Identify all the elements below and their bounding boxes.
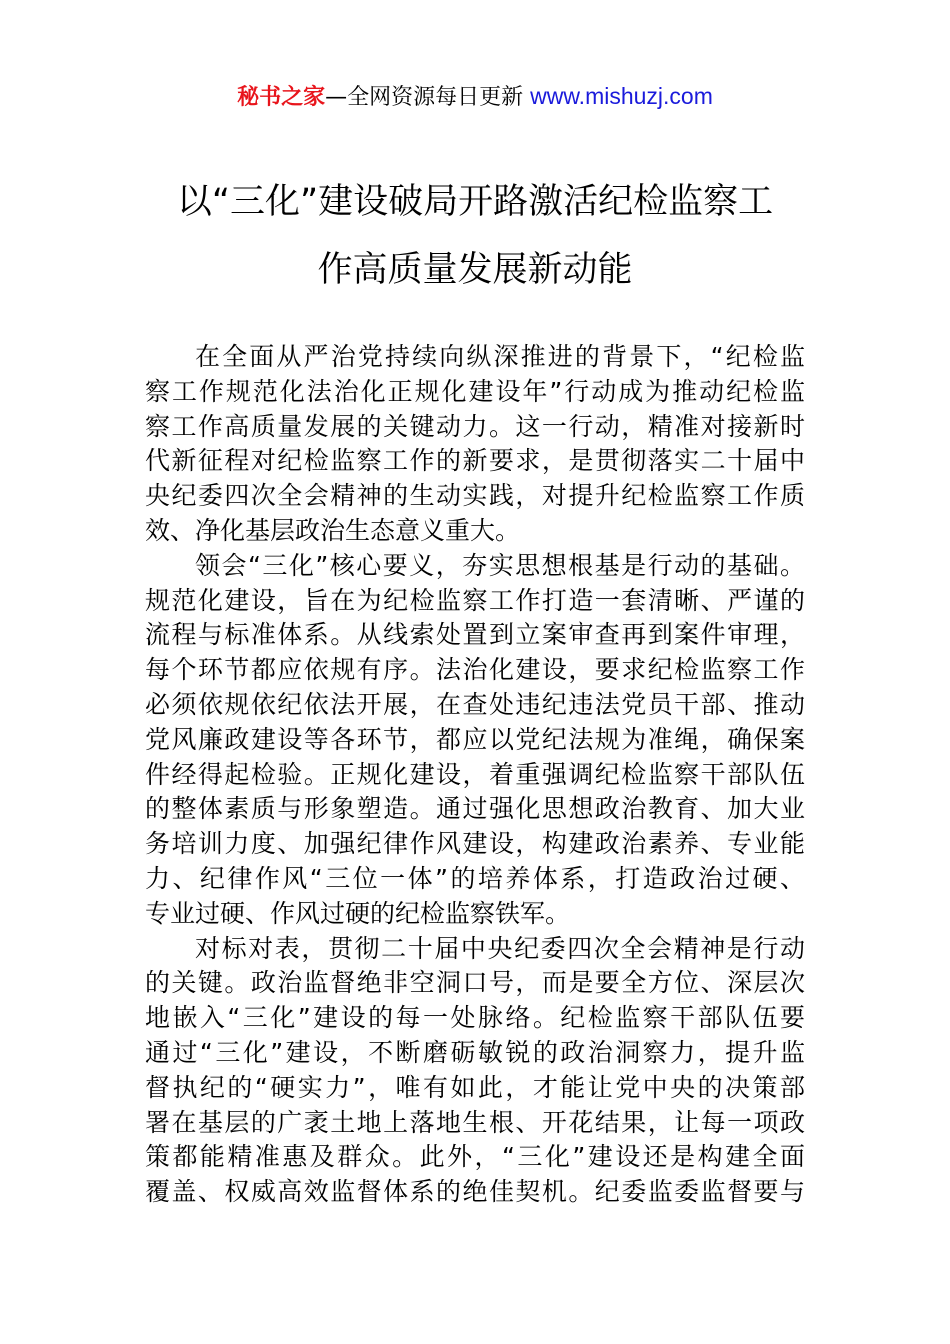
paragraph-line: 每个环节都应依规有序。法治化建设，要求纪检监察工作 bbox=[145, 655, 805, 685]
paragraph-line: 专业过硬、作风过硬的纪检监察铁军。 bbox=[145, 898, 571, 928]
paragraph-line: 流程与标准体系。从线索处置到立案审查再到案件审理， bbox=[145, 620, 805, 650]
paragraph bbox=[145, 932, 805, 1210]
paragraph-line: 的关键。政治监督绝非空洞口号，而是要全方位、深层次 bbox=[145, 968, 805, 998]
document-body bbox=[145, 340, 805, 1210]
paragraph-line: 地嵌入“三化”建设的每一处脉络。纪检监察干部队伍要 bbox=[145, 1003, 805, 1033]
site-url-link[interactable]: www.mishuzj.com bbox=[530, 83, 713, 109]
paragraph-line: 务培训力度、加强纪律作风建设，构建政治素养、专业能 bbox=[145, 829, 805, 859]
paragraph-line: 规范化建设，旨在为纪检监察工作打造一套清晰、严谨的 bbox=[145, 585, 805, 615]
paragraph-line: 央纪委四次全会精神的生动实践，对提升纪检监察工作质 bbox=[145, 481, 805, 511]
paragraph-line: 效、净化基层政治生态意义重大。 bbox=[145, 515, 521, 545]
document-title-line-2: 作高质量发展新动能 bbox=[317, 250, 633, 290]
document-title-line-1: 以“三化”建设破局开路激活纪检监察工 bbox=[176, 182, 774, 222]
paragraph bbox=[145, 340, 805, 549]
paragraph-line: 必须依规依纪依法开展，在查处违纪违法党员干部、推动 bbox=[145, 689, 805, 719]
paragraph-line: 力、纪律作风“三位一体”的培养体系，打造政治过硬、 bbox=[145, 863, 805, 893]
paragraph-line: 代新征程对纪检监察工作的新要求，是贯彻落实二十届中 bbox=[145, 446, 805, 476]
site-header bbox=[0, 80, 950, 114]
paragraph-line: 党风廉政建设等各环节，都应以党纪法规为准绳，确保案 bbox=[145, 724, 805, 754]
site-slogan: —全网资源每日更新 bbox=[325, 85, 531, 110]
paragraph-line: 领会“三化”核心要义，夯实思想根基是行动的基础。 bbox=[195, 550, 805, 580]
paragraph-line: 件经得起检验。正规化建设，着重强调纪检监察干部队伍 bbox=[145, 759, 805, 789]
paragraph-line: 的整体素质与形象塑造。通过强化思想政治教育、加大业 bbox=[145, 794, 805, 824]
paragraph-line: 对标对表，贯彻二十届中央纪委四次全会精神是行动 bbox=[195, 933, 805, 963]
paragraph-line: 督执纪的“硬实力”，唯有如此，才能让党中央的决策部 bbox=[145, 1072, 805, 1102]
paragraph-line: 在全面从严治党持续向纵深推进的背景下，“纪检监 bbox=[195, 342, 805, 371]
paragraph-line: 署在基层的广袤土地上落地生根、开花结果，让每一项政 bbox=[145, 1107, 805, 1137]
paragraph-line: 通过“三化”建设，不断磨砺敏锐的政治洞察力，提升监 bbox=[145, 1037, 805, 1067]
paragraph-line: 察工作规范化法治化正规化建设年”行动成为推动纪检监 bbox=[145, 376, 805, 406]
paragraph-line: 覆盖、权威高效监督体系的绝佳契机。纪委监委监督要与 bbox=[145, 1177, 805, 1207]
paragraph-line: 察工作高质量发展的关键动力。这一行动，精准对接新时 bbox=[145, 411, 805, 441]
paragraph bbox=[145, 549, 805, 932]
paragraph-line: 策都能精准惠及群众。此外，“三化”建设还是构建全面 bbox=[145, 1142, 805, 1172]
site-brand: 秘书之家 bbox=[237, 85, 326, 110]
